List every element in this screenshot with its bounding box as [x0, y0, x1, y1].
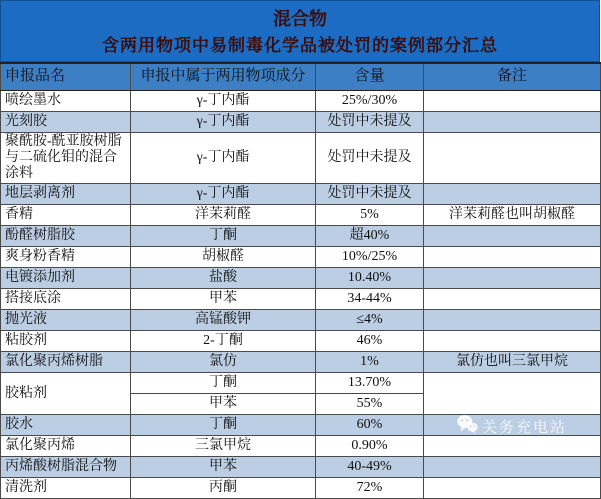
note-cell	[424, 268, 601, 289]
note-cell	[424, 331, 601, 352]
component-cell: γ-丁内酯	[131, 133, 316, 184]
product-cell: 聚酰胺-酰亚胺树脂与二硫化钼的混合涂料	[1, 133, 131, 184]
note-cell: 洋茉莉醛也叫胡椒醛	[424, 205, 601, 226]
table-row	[1, 184, 601, 205]
table-row	[1, 436, 601, 457]
table-row	[1, 226, 601, 247]
table-row	[1, 373, 601, 394]
product-cell: 氯化聚丙烯树脂	[1, 352, 131, 373]
amount-cell: 0.90%	[316, 436, 424, 457]
table-row	[1, 91, 601, 112]
amount-cell: 10%/25%	[316, 247, 424, 268]
product-cell: 电镀添加剂	[1, 268, 131, 289]
note-cell	[424, 112, 601, 133]
component-cell: 丁酮	[131, 373, 316, 394]
note-cell: 氯仿也叫三氯甲烷	[424, 352, 601, 373]
header-component: 申报中属于两用物项成分	[131, 63, 316, 91]
table-row	[1, 112, 601, 133]
amount-cell: 超40%	[316, 226, 424, 247]
note-cell	[424, 415, 601, 436]
product-cell: 胶水	[1, 415, 131, 436]
amount-cell: 5%	[316, 205, 424, 226]
table-row	[1, 478, 601, 499]
table-row	[1, 331, 601, 352]
table-row	[1, 457, 601, 478]
note-cell	[424, 457, 601, 478]
component-cell: 甲苯	[131, 394, 316, 415]
amount-cell: 处罚中未提及	[316, 133, 424, 184]
component-cell: 丙酮	[131, 478, 316, 499]
amount-cell: ≤4%	[316, 310, 424, 331]
amount-cell: 60%	[316, 415, 424, 436]
amount-cell: 1%	[316, 352, 424, 373]
case-table	[0, 62, 601, 499]
note-cell	[424, 310, 601, 331]
component-cell: 胡椒醛	[131, 247, 316, 268]
component-cell: γ-丁内酯	[131, 184, 316, 205]
amount-cell: 13.70%	[316, 373, 424, 394]
component-cell: 丁酮	[131, 415, 316, 436]
header-note: 备注	[424, 63, 601, 91]
component-cell: 甲苯	[131, 457, 316, 478]
table-row	[1, 310, 601, 331]
amount-cell: 10.40%	[316, 268, 424, 289]
component-cell: 2-丁酮	[131, 331, 316, 352]
note-cell	[424, 91, 601, 112]
amount-cell: 72%	[316, 478, 424, 499]
product-cell: 胶粘剂	[1, 373, 131, 415]
product-cell: 粘胶剂	[1, 331, 131, 352]
table-row	[1, 247, 601, 268]
header-amount: 含量	[316, 63, 424, 91]
amount-cell: 处罚中未提及	[316, 184, 424, 205]
note-cell	[424, 226, 601, 247]
note-cell	[424, 247, 601, 268]
amount-cell: 处罚中未提及	[316, 112, 424, 133]
page-title: 混合物	[273, 9, 327, 29]
component-cell: 高锰酸钾	[131, 310, 316, 331]
table-row	[1, 415, 601, 436]
product-cell: 酚醛树脂胶	[1, 226, 131, 247]
amount-cell: 34-44%	[316, 289, 424, 310]
note-cell	[424, 436, 601, 457]
product-cell: 喷绘墨水	[1, 91, 131, 112]
amount-cell: 55%	[316, 394, 424, 415]
component-cell: γ-丁内酯	[131, 91, 316, 112]
amount-cell: 40-49%	[316, 457, 424, 478]
component-cell: 甲苯	[131, 289, 316, 310]
title-banner	[0, 0, 600, 62]
component-cell: 盐酸	[131, 268, 316, 289]
product-cell: 爽身粉香精	[1, 247, 131, 268]
amount-cell: 25%/30%	[316, 91, 424, 112]
product-cell: 香精	[1, 205, 131, 226]
case-table-body	[1, 91, 601, 499]
component-cell: 氯仿	[131, 352, 316, 373]
component-cell: 洋茉莉醛	[131, 205, 316, 226]
table-row	[1, 268, 601, 289]
watermark-label: 关务充电站	[482, 419, 568, 436]
product-cell: 搭接底涂	[1, 289, 131, 310]
product-cell: 氯化聚丙烯	[1, 436, 131, 457]
product-cell: 光刻胶	[1, 112, 131, 133]
note-cell	[424, 184, 601, 205]
amount-cell: 46%	[316, 331, 424, 352]
note-cell	[424, 289, 601, 310]
table-row	[1, 133, 601, 184]
note-cell	[424, 373, 601, 415]
component-cell: 丁酮	[131, 226, 316, 247]
component-cell: γ-丁内酯	[131, 112, 316, 133]
table-row	[1, 352, 601, 373]
table-row	[1, 289, 601, 310]
product-cell: 清洗剂	[1, 478, 131, 499]
product-cell: 地层剥离剂	[1, 184, 131, 205]
header-row	[1, 63, 601, 91]
component-cell: 三氯甲烷	[131, 436, 316, 457]
table-row	[1, 205, 601, 226]
header-product: 申报品名	[1, 63, 131, 91]
note-cell	[424, 478, 601, 499]
product-cell: 丙烯酸树脂混合物	[1, 457, 131, 478]
note-cell	[424, 133, 601, 184]
page-subtitle: 含两用物项中易制毒化学品被处罚的案例部分汇总	[102, 36, 498, 55]
product-cell: 抛光液	[1, 310, 131, 331]
